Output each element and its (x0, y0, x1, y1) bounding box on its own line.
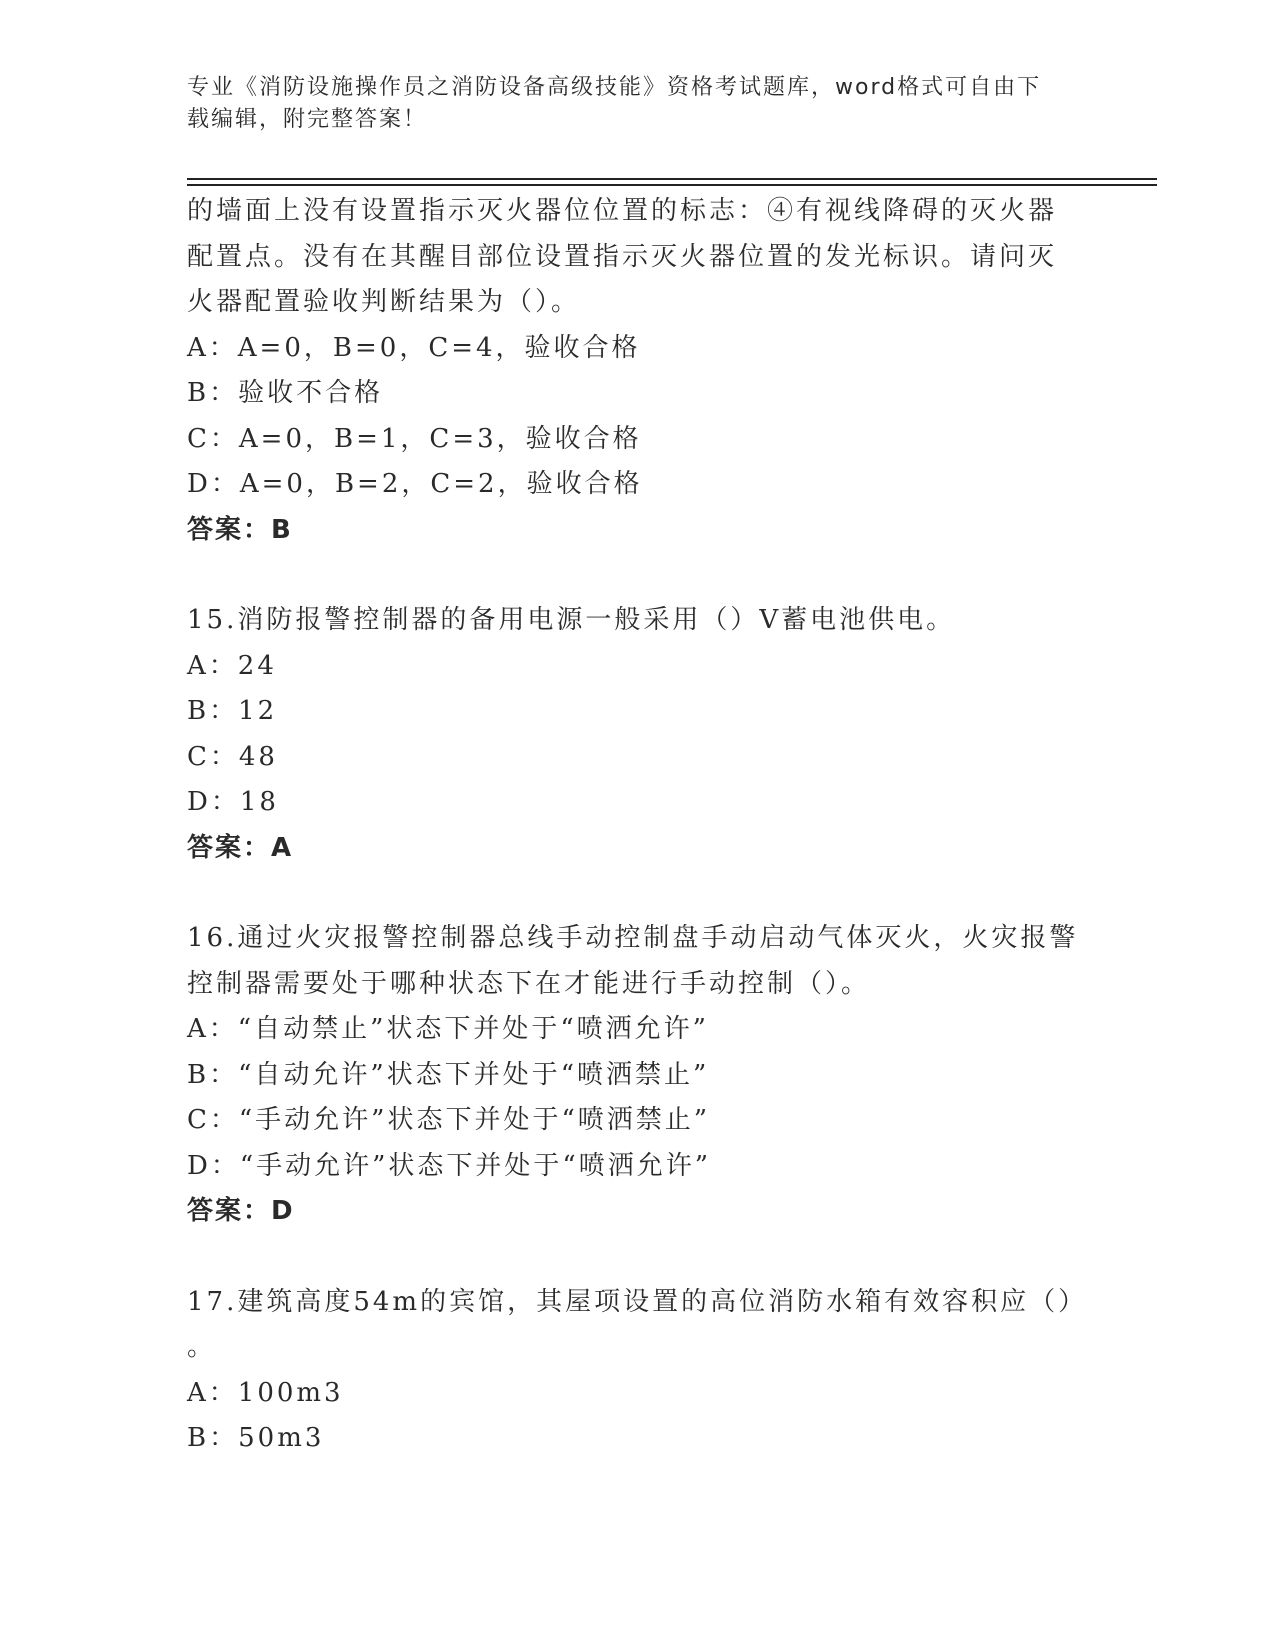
option-b: B：12 (187, 696, 278, 726)
question-text-line: 控制器需要处于哪种状态下在才能进行手动控制（）。 (187, 968, 871, 999)
question-text-line: 16.通过火灾报警控制器总线手动控制盘手动启动气体灭火，火灾报警 (187, 923, 1079, 953)
answer: 答案：A (187, 832, 294, 863)
question-text-line: 。 (187, 1332, 217, 1362)
question-15 (187, 598, 1087, 871)
question-17 (187, 1280, 1087, 1462)
question-text-line: 15.消防报警控制器的备用电源一般采用（）V蓄电池供电。 (187, 605, 956, 635)
option-a: A：“自动禁止”状态下并处于“喷洒允许” (187, 1014, 709, 1044)
option-a: A：24 (187, 650, 277, 681)
question-text-line: 17.建筑高度54m的宾馆，其屋项设置的高位消防水箱有效容积应（） (187, 1286, 1088, 1317)
question-14 (187, 189, 1087, 553)
option-d: D：18 (187, 787, 279, 817)
option-c: C：48 (187, 741, 278, 772)
header-line-2: 载编辑，附完整答案！ (187, 107, 428, 132)
option-a: A：A=0，B=0，C=4，验收合格 (187, 332, 641, 363)
option-d: D：“手动允许”状态下并处于“喷洒允许” (187, 1150, 712, 1181)
header-line-1: 专业《消防设施操作员之消防设备高级技能》资格考试题库，word格式可自由下 (187, 75, 1042, 100)
option-b: B：验收不合格 (187, 378, 384, 408)
option-a: A：100m3 (187, 1377, 344, 1408)
question-text-line: 火器配置验收判断结果为（）。 (187, 287, 581, 317)
question-text-line: 的墙面上没有设置指示灭火器位位置的标志：④有视线降碍的灭火器 (187, 196, 1058, 226)
header-divider-top (187, 178, 1157, 180)
answer: 答案：B (187, 514, 293, 545)
question-text-line: 配置点。没有在其醒目部位设置指示灭火器位置的发光标识。请问灭 (187, 241, 1058, 272)
header-divider-bottom (187, 184, 1157, 186)
answer: 答案：D (187, 1196, 295, 1226)
option-c: C：A=0，B=1，C=3，验收合格 (187, 423, 642, 454)
question-list (187, 189, 1087, 1462)
option-b: B：50m3 (187, 1423, 325, 1453)
question-16 (187, 916, 1087, 1235)
option-b: B：“自动允许”状态下并处于“喷洒禁止” (187, 1059, 710, 1090)
document-header (187, 72, 1067, 136)
option-c: C：“手动允许”状态下并处于“喷洒禁止” (187, 1105, 711, 1135)
option-d: D：A=0，B=2，C=2，验收合格 (187, 469, 643, 499)
